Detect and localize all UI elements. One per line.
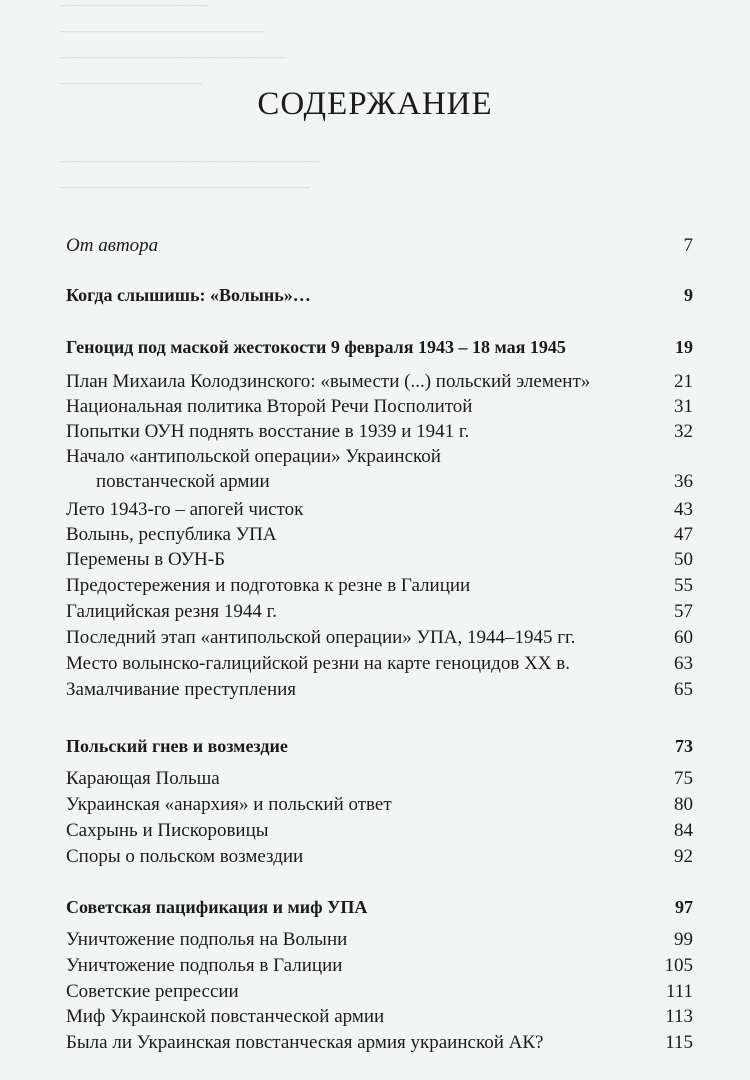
toc-entry-page: 36 — [674, 471, 693, 492]
toc-entry-title: Начало «антипольской операции» Украинской — [66, 446, 441, 467]
toc-entry — [66, 444, 693, 494]
toc-entry-page: 21 — [674, 371, 693, 392]
toc-entry — [66, 419, 693, 444]
toc-entry — [66, 651, 693, 676]
toc-entry-title: Миф Украинской повстанческой армии — [66, 1006, 385, 1027]
toc-entry-title: Была ли Украинская повстанческая армия украинской АК? — [66, 1032, 544, 1053]
bleed-through-text: ‾‾‾‾‾‾‾‾‾‾‾‾‾‾‾‾‾‾‾‾‾‾‾‾‾‾ ‾‾‾‾‾‾‾‾‾‾‾‾‾‾‾‾‾‾‾‾‾‾‾‾‾‾‾‾‾‾‾‾‾‾‾‾ ‾‾‾‾‾‾‾‾‾‾‾‾‾‾‾‾‾‾‾‾‾‾‾‾‾‾‾‾‾‾‾‾‾‾‾‾‾‾‾‾ ‾‾‾‾‾‾‾‾‾‾‾‾‾‾‾‾‾‾‾‾‾‾‾‾‾ ‾‾‾‾‾‾‾‾‾‾‾‾‾‾‾‾‾‾‾‾‾‾‾‾‾‾‾‾‾‾‾‾‾‾‾‾‾‾‾‾‾‾‾‾‾‾ ‾‾‾‾‾‾‾‾‾‾‾‾‾‾‾‾‾‾‾‾‾‾‾‾‾‾‾‾‾‾‾‾‾‾‾‾‾‾‾‾‾‾‾‾ — [60, 4, 321, 205]
toc-entry-page: 92 — [674, 846, 693, 867]
toc-entry-page: 63 — [674, 653, 693, 674]
toc-entry-page: 111 — [665, 981, 693, 1002]
toc-entry — [66, 599, 693, 624]
toc-entry-page: 32 — [674, 421, 693, 442]
toc-entry-title: Место волынско-галицийской резни на карте геноцидов XX в. — [66, 653, 570, 674]
toc-entry-page: 65 — [674, 679, 693, 700]
page-title: СОДЕРЖАНИЕ — [257, 86, 493, 122]
toc-entry-title: Предостережения и подготовка к резне в Галиции — [66, 575, 471, 596]
toc-entry-page: 43 — [674, 499, 693, 520]
toc-entry-title: Замалчивание преступления — [66, 679, 297, 700]
toc-entry-title: Попытки ОУН поднять восстание в 1939 и 1941 г. — [66, 421, 470, 442]
toc-entry-title: Уничтожение подполья на Волыни — [66, 929, 348, 950]
toc-entry-title: План Михаила Колодзинского: «вымести (...) польский элемент» — [66, 371, 591, 392]
toc-entry-title: Украинская «анархия» и польский ответ — [66, 794, 392, 815]
toc-section-title: Польский гнев и возмездие — [66, 736, 288, 756]
toc-entry-page: 113 — [665, 1006, 693, 1027]
toc-entry — [66, 979, 693, 1004]
toc-section — [66, 734, 693, 759]
toc-section-title: Советская пацификация и миф УПА — [66, 897, 368, 917]
toc-entry-title: Сахрынь и Пискоровицы — [66, 820, 269, 841]
toc-entry — [66, 497, 693, 522]
toc-entry-page: 47 — [674, 524, 693, 545]
toc-entry-title: Последний этап «антипольской операции» УПА, 1944–1945 гг. — [66, 627, 576, 648]
toc-entry-title: От автора — [66, 235, 159, 256]
toc-entry-title: Лето 1943-го – апогей чисток — [66, 499, 304, 520]
toc-entry-page: 75 — [674, 768, 693, 789]
toc-entry — [66, 953, 693, 978]
toc-entry — [66, 233, 693, 258]
toc-entry-page: 60 — [674, 627, 693, 648]
toc-entry-page: 7 — [683, 235, 693, 256]
toc-entry — [66, 369, 693, 394]
toc-section-page: 9 — [684, 285, 693, 305]
toc-entry — [66, 625, 693, 650]
toc-entry — [66, 792, 693, 817]
toc-entry-page: 84 — [674, 820, 693, 841]
toc-entry — [66, 844, 693, 869]
toc-entry-title: Уничтожение подполья в Галиции — [66, 955, 343, 976]
toc-entry — [66, 766, 693, 791]
toc-entry — [66, 547, 693, 572]
toc-entry — [66, 522, 693, 547]
toc-entry — [66, 394, 693, 419]
toc-section-title: Геноцид под маской жестокости 9 февраля 1943 – 18 мая 1945 — [66, 337, 566, 357]
toc-entry-page: 99 — [674, 929, 693, 950]
toc-entry-title: Национальная политика Второй Речи Посполитой — [66, 396, 473, 417]
toc-section-title: Когда слышишь: «Волынь»… — [66, 285, 311, 305]
toc-entry-title: Карающая Польша — [66, 768, 220, 789]
toc-entry-page: 50 — [674, 549, 693, 570]
toc-entry-title: Споры о польском возмездии — [66, 846, 304, 867]
toc-entry-page: 105 — [664, 955, 693, 976]
toc-entry — [66, 573, 693, 598]
toc-entry — [66, 1004, 693, 1029]
toc-entry — [66, 677, 693, 702]
toc-entry-title: Перемены в ОУН-Б — [66, 549, 226, 570]
toc-entry — [66, 1030, 693, 1055]
toc-section — [66, 895, 693, 920]
toc-entry-page: 31 — [674, 396, 693, 417]
toc-section — [66, 335, 693, 360]
toc-entry-page: 115 — [665, 1032, 693, 1053]
toc-entry-title: Галицийская резня 1944 г. — [66, 601, 278, 622]
toc-section-page: 19 — [675, 337, 693, 357]
toc-entry-page: 80 — [674, 794, 693, 815]
toc-entry-page: 55 — [674, 575, 693, 596]
toc-section-page: 97 — [675, 897, 693, 917]
toc-entry-title: Волынь, республика УПА — [66, 524, 277, 545]
toc-section — [66, 283, 693, 308]
toc-entry-title: Советские репрессии — [66, 981, 239, 1002]
toc-entry — [66, 927, 693, 952]
toc-entry-page: 57 — [674, 601, 693, 622]
toc-section-page: 73 — [675, 736, 693, 756]
toc-entry — [66, 818, 693, 843]
toc-entry-title-continuation: повстанческой армии — [96, 471, 270, 492]
